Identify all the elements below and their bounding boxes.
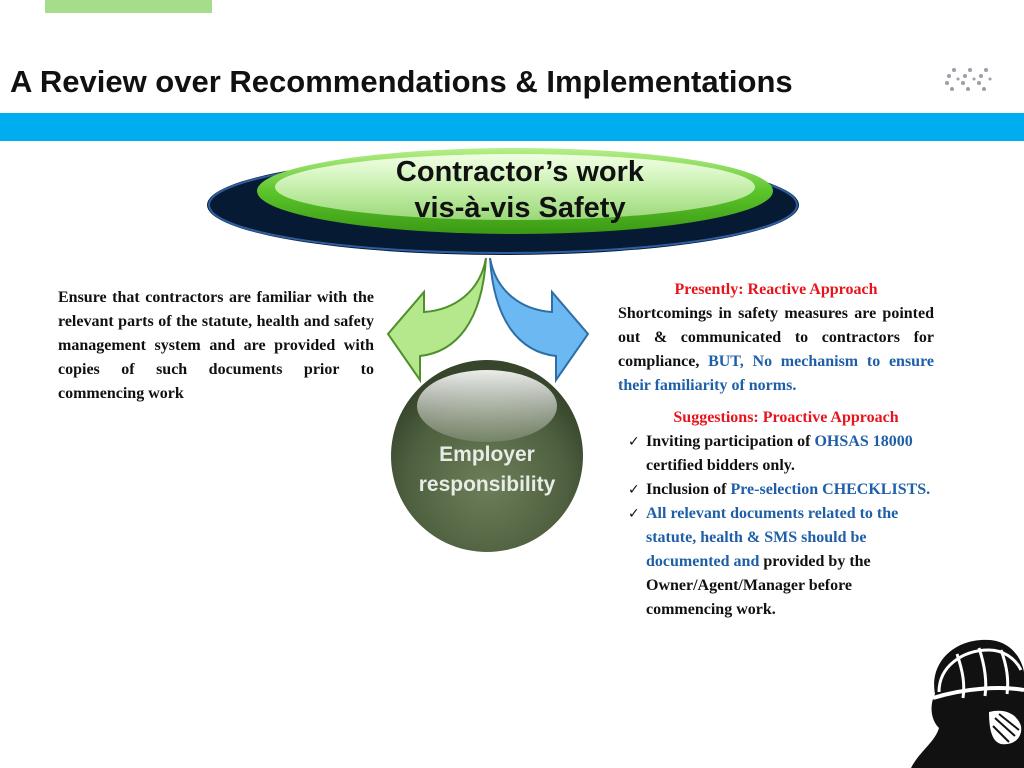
list-item: ✓ Inclusion of Pre-selection CHECKLISTS. — [628, 478, 934, 502]
suggestions-list — [618, 430, 934, 622]
checkmark-icon: ✓ — [628, 434, 640, 450]
suggestions-heading: Suggestions: Proactive Approach — [673, 409, 899, 426]
sphere-line-2: responsibility — [418, 473, 556, 496]
sphere-label — [389, 440, 585, 500]
checkmark-icon: ✓ — [628, 506, 640, 522]
present-paragraph — [618, 302, 934, 398]
list-item: ✓ All relevant documents related to the statute, health & SMS should be documented and provided by the Owner/Agent/Manager before commencing work. — [628, 502, 934, 622]
header-line-2: vis-à-vis Safety — [414, 192, 626, 224]
helmet-worker-icon — [905, 632, 1024, 768]
header-title — [330, 154, 710, 226]
header-line-1: Contractor’s work — [395, 156, 645, 188]
present-body: Shortcomings in safety measures are pointed out & communicated to contractors for compliance, — [618, 305, 934, 370]
dots-logo-icon — [944, 66, 996, 94]
sphere-line-1: Employer — [439, 443, 535, 466]
header-blue-band — [0, 113, 1024, 141]
top-green-tab — [45, 0, 212, 13]
present-body-highlight: BUT, No mechanism to ensure their familiarity of norms. — [618, 353, 934, 394]
right-column — [618, 278, 934, 622]
slide-title: A Review over Recommendations & Implementations — [10, 64, 793, 99]
present-heading: Presently: Reactive Approach — [674, 281, 878, 298]
list-item: ✓ Inviting participation of OHSAS 18000 certified bidders only. — [628, 430, 934, 478]
left-paragraph: Ensure that contractors are familiar with the relevant parts of the statute, health and safety management system and are provided with copies of such documents prior to commencing work — [58, 289, 374, 402]
checkmark-icon: ✓ — [628, 482, 640, 498]
